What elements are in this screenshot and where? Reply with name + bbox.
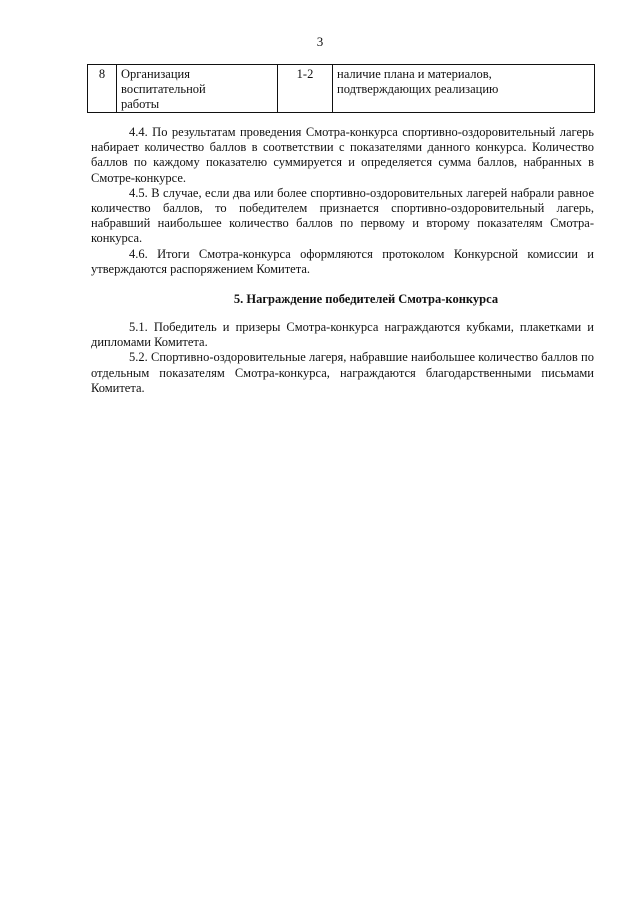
- section-4-paragraphs: [91, 125, 594, 277]
- section-5-paragraphs: [91, 320, 594, 396]
- row-name-line: воспитательной: [121, 82, 206, 96]
- row-name-line: работы: [121, 97, 160, 111]
- table-row: [88, 65, 595, 113]
- paragraph-5-2: 5.2. Спортивно-оздоровительные лагеря, набравшие наибольшее количество баллов по отдельным показателям Смотра-конкурса, награждаются благодарственными письмами Комитета.: [91, 350, 594, 395]
- row-name-line: Организация: [121, 67, 190, 81]
- paragraph-4-4: 4.4. По результатам проведения Смотра-конкурса спортивно-оздоровительный лагерь набирает количество баллов в соответствии с показателями данного конкурса. Количество баллов по каждому показателю суммируется и определяется сумма баллов, набранных в Смотре-конкурсе.: [91, 125, 594, 185]
- row-name: [117, 65, 278, 113]
- paragraph-4-5: 4.5. В случае, если два или более спортивно-оздоровительных лагерей набрали равное количество баллов, то победителем признается спортивно-оздоровительный лагерь, набравший наибольшее количество баллов по первому и второму показателям Смотра-конкурса.: [91, 185, 594, 246]
- paragraph-5-1: 5.1. Победитель и призеры Смотра-конкурса награждаются кубками, плакетками и дипломами Комитета.: [91, 320, 594, 350]
- section-5-heading: 5. Награждение победителей Смотра-конкурса: [233, 292, 499, 306]
- row-criterion-line: наличие плана и материалов,: [337, 67, 492, 81]
- paragraph-4-6: 4.6. Итоги Смотра-конкурса оформляются протоколом Конкурсной комиссии и утверждаются распоряжением Комитета.: [91, 246, 594, 276]
- row-points: 1-2: [278, 65, 333, 113]
- row-criterion-line: подтверждающих реализацию: [337, 82, 499, 96]
- row-criterion: [333, 65, 595, 113]
- criteria-table: [87, 64, 595, 113]
- row-number: 8: [88, 65, 117, 113]
- page-number: 3: [316, 34, 324, 49]
